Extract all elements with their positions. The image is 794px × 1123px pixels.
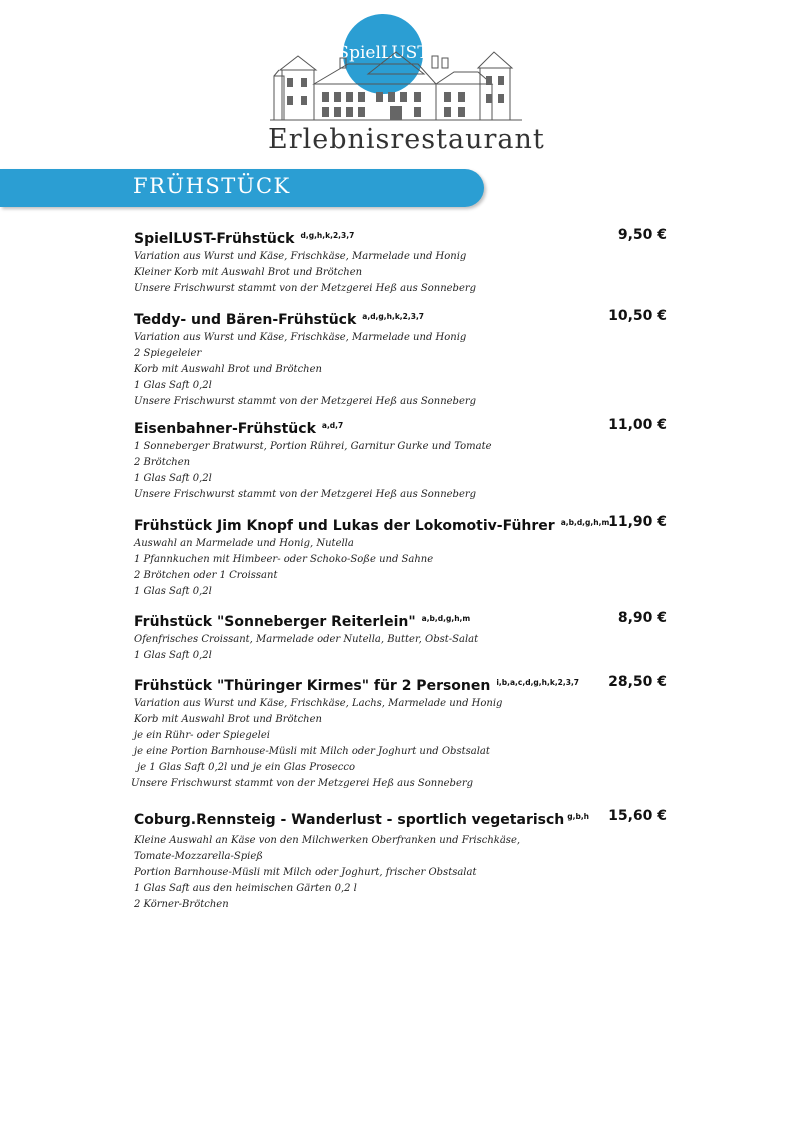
menu-item bbox=[134, 609, 667, 664]
item-price: 9,50 € bbox=[617, 227, 667, 243]
menu-item bbox=[134, 416, 667, 503]
item-description bbox=[134, 833, 667, 913]
item-name-line bbox=[134, 609, 667, 632]
item-name: SpielLUST-Frühstück bbox=[134, 231, 295, 247]
item-allergens: a,b,d,g,h,m bbox=[421, 614, 471, 623]
item-allergens: g,b,h bbox=[567, 812, 590, 821]
description-line: Variation aus Wurst und Käse, Frischkäse, Lachs, Marmelade und Honig bbox=[134, 698, 503, 709]
description-line: 2 Spiegeleier bbox=[134, 348, 202, 360]
description-line: je 1 Glas Saft 0,2l und je ein Glas Prosecco bbox=[134, 762, 356, 774]
description-line: 1 Glas Saft 0,2l bbox=[134, 380, 212, 392]
item-allergens: a,d,7 bbox=[321, 421, 344, 430]
description-line: Auswahl an Marmelade und Honig, Nutella bbox=[134, 538, 354, 549]
description-line: 2 Brötchen oder 1 Croissant bbox=[134, 570, 278, 582]
item-name: Teddy- und Bären-Frühstück bbox=[134, 312, 357, 328]
item-description bbox=[134, 536, 667, 600]
building-illustration bbox=[268, 12, 524, 124]
item-allergens: d,g,h,k,2,3,7 bbox=[300, 231, 355, 240]
item-allergens: a,d,g,h,k,2,3,7 bbox=[362, 312, 425, 321]
item-name: Frühstück "Thüringer Kirmes" für 2 Personen bbox=[134, 678, 491, 694]
description-line: Korb mit Auswahl Brot und Brötchen bbox=[134, 364, 322, 376]
item-price: 28,50 € bbox=[608, 674, 667, 690]
description-line: 1 Glas Saft 0,2l bbox=[134, 473, 212, 485]
section-title: FRÜHSTÜCK bbox=[133, 174, 291, 198]
description-line: Unsere Frischwurst stammt von der Metzgerei Heß aus Sonneberg bbox=[131, 778, 474, 790]
menu-item bbox=[134, 807, 667, 913]
description-line: 1 Sonneberger Bratwurst, Portion Rührei, Garnitur Gurke und Tomate bbox=[134, 441, 492, 452]
logo-subtitle: Erlebnisrestaurant bbox=[268, 124, 545, 155]
description-line: Kleiner Korb mit Auswahl Brot und Brötchen bbox=[134, 267, 363, 279]
item-name: Coburg.Rennsteig - Wanderlust - sportlich vegetarisch bbox=[134, 812, 565, 828]
description-line: Variation aus Wurst und Käse, Frischkäse, Marmelade und Honig bbox=[134, 251, 467, 262]
item-price: 10,50 € bbox=[608, 308, 667, 324]
description-line: Tomate-Mozzarella-Spieß bbox=[134, 851, 263, 863]
description-line: Ofenfrisches Croissant, Marmelade oder Nutella, Butter, Obst-Salat bbox=[134, 634, 479, 645]
description-line: 2 Brötchen bbox=[134, 457, 191, 469]
menu-item bbox=[131, 673, 667, 793]
item-name: Frühstück "Sonneberger Reiterlein" bbox=[134, 614, 416, 630]
item-name: Frühstück Jim Knopf und Lukas der Lokomotiv-Führer bbox=[134, 518, 555, 534]
item-description bbox=[134, 439, 667, 503]
item-description bbox=[134, 330, 667, 410]
description-line: Unsere Frischwurst stammt von der Metzgerei Heß aus Sonneberg bbox=[134, 396, 477, 408]
description-line: Kleine Auswahl an Käse von den Milchwerken Oberfranken und Frischkäse, bbox=[134, 835, 521, 846]
description-line: 1 Pfannkuchen mit Himbeer- oder Schoko-Soße und Sahne bbox=[134, 554, 434, 566]
item-name-line bbox=[134, 513, 667, 536]
item-name-line bbox=[134, 673, 667, 696]
description-line: Korb mit Auswahl Brot und Brötchen bbox=[134, 714, 322, 726]
item-price: 11,00 € bbox=[608, 417, 667, 433]
item-price: 11,90 € bbox=[608, 514, 667, 530]
item-description bbox=[134, 632, 667, 664]
restaurant-logo bbox=[268, 12, 545, 155]
item-description bbox=[131, 696, 667, 793]
description-line: 1 Glas Saft aus den heimischen Gärten 0,2 l bbox=[134, 883, 357, 895]
description-line: 2 Körner-Brötchen bbox=[134, 899, 229, 911]
item-name: Eisenbahner-Frühstück bbox=[134, 421, 316, 437]
description-line: Unsere Frischwurst stammt von der Metzgerei Heß aus Sonneberg bbox=[134, 283, 477, 295]
logo-badge-text: SpielLUST bbox=[337, 43, 429, 63]
item-allergens: a,b,d,g,h,m bbox=[560, 518, 610, 527]
item-allergens: i,b,a,c,d,g,h,k,2,3,7 bbox=[496, 678, 580, 687]
description-line: Variation aus Wurst und Käse, Frischkäse, Marmelade und Honig bbox=[134, 332, 467, 343]
item-name-line bbox=[134, 226, 667, 249]
section-header-band bbox=[0, 169, 484, 207]
description-line: Unsere Frischwurst stammt von der Metzgerei Heß aus Sonneberg bbox=[134, 489, 477, 501]
item-name-line bbox=[134, 416, 667, 439]
menu-item bbox=[134, 513, 667, 600]
item-name-line bbox=[134, 307, 667, 330]
item-price: 8,90 € bbox=[617, 610, 667, 626]
menu-item bbox=[134, 307, 667, 410]
description-line: je eine Portion Barnhouse-Müsli mit Milch oder Joghurt und Obstsalat bbox=[134, 746, 490, 758]
item-name-line bbox=[134, 807, 667, 830]
description-line: 1 Glas Saft 0,2l bbox=[134, 586, 212, 598]
menu-item bbox=[134, 226, 667, 297]
description-line: Portion Barnhouse-Müsli mit Milch oder Joghurt, frischer Obstsalat bbox=[134, 867, 477, 879]
item-price: 15,60 € bbox=[608, 808, 667, 824]
description-line: je ein Rühr- oder Spiegelei bbox=[134, 730, 270, 742]
item-description bbox=[134, 249, 667, 297]
description-line: 1 Glas Saft 0,2l bbox=[134, 650, 212, 662]
